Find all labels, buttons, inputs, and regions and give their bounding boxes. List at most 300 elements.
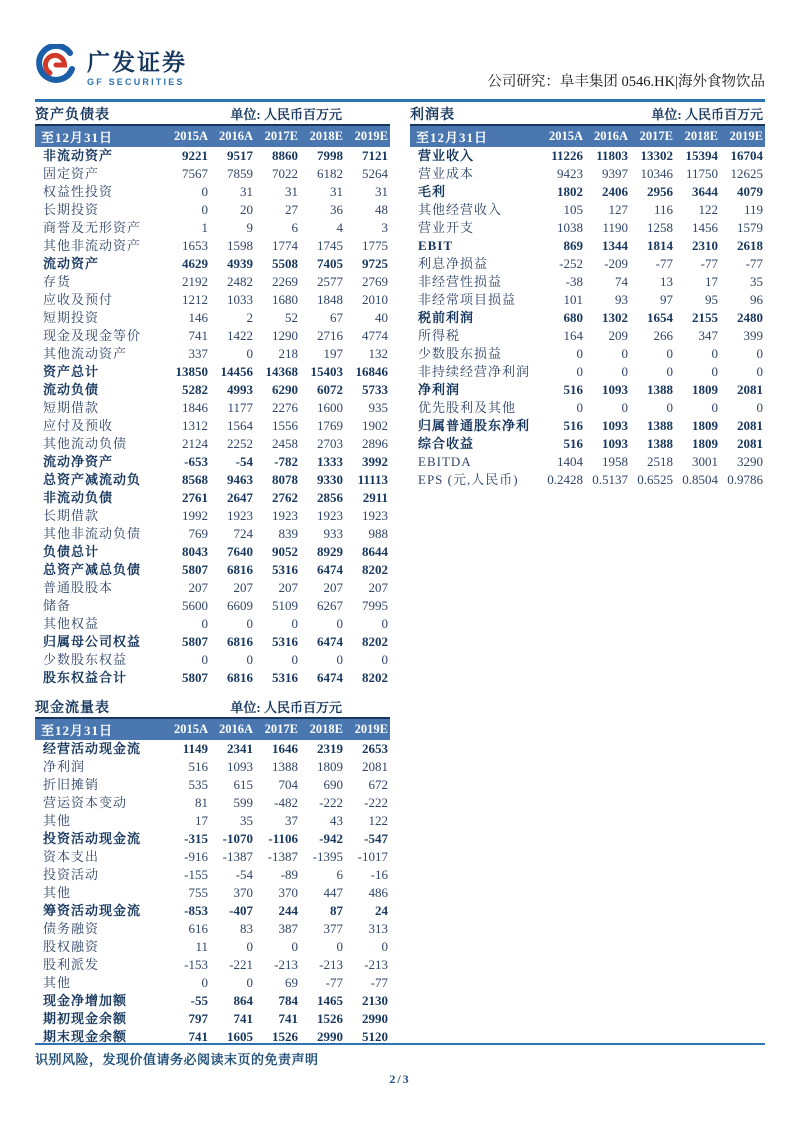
row-label: 营业成本 (418, 166, 475, 181)
page-number: 2/3 (389, 1072, 411, 1086)
cell-value: 6474 (317, 562, 343, 577)
cell-value: 81 (195, 795, 208, 810)
cell-value: 11113 (357, 472, 388, 487)
table-row (35, 758, 390, 776)
cell-value: 0 (576, 364, 583, 379)
cash-flow-title: 现金流量表 (35, 701, 110, 716)
cell-value: 535 (188, 777, 208, 792)
cell-value: 690 (323, 777, 343, 792)
table-row (35, 597, 390, 615)
cell-value: 4939 (227, 256, 253, 271)
row-label: 股利派发 (43, 957, 100, 972)
cell-value: 313 (368, 921, 388, 936)
cell-value: 207 (368, 580, 388, 595)
row-label: 储备 (43, 598, 72, 613)
cell-value: 1526 (317, 1011, 343, 1026)
row-label: 投资活动现金流 (43, 831, 142, 846)
cell-value: 1093 (602, 436, 628, 451)
table-row (35, 651, 390, 669)
cell-value: 1564 (227, 418, 253, 433)
table-row (35, 165, 390, 183)
cell-value: 20 (240, 202, 253, 217)
cell-value: 0 (711, 400, 718, 415)
brand-name-en: GF SECURITIES (87, 76, 185, 87)
cell-value: 1302 (602, 310, 628, 325)
cell-value: 13 (660, 274, 673, 289)
row-label: 固定资产 (43, 166, 100, 181)
row-label: 商誉及无形资产 (43, 220, 142, 235)
cell-value: 769 (188, 526, 208, 541)
cell-value: 1923 (272, 508, 298, 523)
cell-value: 784 (278, 993, 298, 1008)
table-row (35, 938, 390, 956)
balance-sheet-title-row (35, 106, 390, 124)
cell-value: 2762 (272, 490, 298, 505)
cell-value: 0 (381, 939, 388, 954)
table-row (35, 147, 390, 165)
cell-value: 9 (246, 220, 253, 235)
cell-value: 0 (246, 939, 253, 954)
cell-value: 1093 (227, 759, 253, 774)
cell-value: 0 (381, 616, 388, 631)
cell-value: 2252 (227, 436, 253, 451)
cell-value: 2458 (272, 436, 298, 451)
row-label: 负债总计 (43, 544, 100, 559)
cell-value: 0 (336, 939, 343, 954)
cell-value: -89 (280, 867, 298, 882)
cell-value: 0 (291, 939, 298, 954)
cell-value: -38 (565, 274, 583, 289)
table-row (410, 327, 765, 345)
cell-value: 2703 (317, 436, 343, 451)
logo-swirl-icon (35, 44, 79, 93)
cell-value: 2319 (317, 741, 343, 756)
cell-value: 1290 (272, 328, 298, 343)
cell-value: -1395 (312, 849, 343, 864)
cell-value: -77 (370, 975, 388, 990)
cell-value: 486 (368, 885, 388, 900)
cell-value: 0 (666, 346, 673, 361)
cell-value: 1556 (272, 418, 298, 433)
table-row (410, 471, 765, 489)
column-header-date: 至12月31日 (35, 125, 165, 147)
cell-value: 35 (240, 813, 253, 828)
table-row (410, 165, 765, 183)
cell-value: 1404 (557, 454, 583, 469)
cell-value: 3290 (737, 454, 763, 469)
cell-value: -315 (184, 831, 208, 846)
cell-value: 101 (563, 292, 583, 307)
cell-value: 93 (615, 292, 628, 307)
cell-value: 6816 (227, 670, 253, 685)
table-row (410, 183, 765, 201)
column-header-date: 至12月31日 (35, 718, 165, 740)
cell-value: 2716 (317, 328, 343, 343)
row-label: 其他流动负债 (43, 436, 128, 451)
cell-value: -77 (325, 975, 343, 990)
row-label: 非经营性损益 (418, 274, 503, 289)
cell-value: 5282 (182, 382, 208, 397)
cell-value: 0 (291, 616, 298, 631)
row-label: 短期投资 (43, 310, 100, 325)
cell-value: 15403 (310, 364, 343, 379)
row-label: 营运资本变动 (43, 795, 128, 810)
cell-value: 209 (608, 328, 628, 343)
row-label: 资产总计 (43, 364, 100, 379)
cell-value: 8860 (272, 148, 298, 163)
cell-value: -209 (604, 256, 628, 271)
balance-sheet-header-row (35, 125, 390, 147)
cell-value: 1923 (317, 508, 343, 523)
table-row (35, 812, 390, 830)
cell-value: 370 (233, 885, 253, 900)
table-row (35, 543, 390, 561)
cell-value: 680 (563, 310, 583, 325)
cell-value: 1526 (272, 1029, 298, 1044)
cell-value: 13850 (175, 364, 208, 379)
cell-value: 1802 (557, 184, 583, 199)
cell-value: 741 (233, 1011, 253, 1026)
cell-value: 7998 (317, 148, 343, 163)
cell-value: 864 (233, 993, 253, 1008)
table-row (35, 453, 390, 471)
row-label: 流动净资产 (43, 454, 114, 469)
table-row (410, 273, 765, 291)
row-label: 毛利 (418, 184, 447, 199)
cell-value: 2653 (362, 741, 388, 756)
cell-value: 6609 (227, 598, 253, 613)
table-row (35, 489, 390, 507)
cell-value: 67 (330, 310, 343, 325)
cell-value: 0 (336, 616, 343, 631)
cell-value: 43 (330, 813, 343, 828)
cell-value: 1605 (227, 1029, 253, 1044)
cell-value: 0 (576, 400, 583, 415)
row-label: EBIT (418, 238, 454, 253)
row-label: 少数股东权益 (43, 652, 128, 667)
table-row (35, 561, 390, 579)
cell-value: 207 (323, 580, 343, 595)
cell-value: 1902 (362, 418, 388, 433)
cell-value: 1600 (317, 400, 343, 415)
cell-value: 1038 (557, 220, 583, 235)
income-statement-title: 利润表 (410, 108, 455, 123)
cell-value: 0 (621, 346, 628, 361)
cell-value: 24 (375, 903, 388, 918)
cell-value: 2896 (362, 436, 388, 451)
cell-value: 599 (233, 795, 253, 810)
cell-value: 672 (368, 777, 388, 792)
column-header-year: 2018E (300, 718, 345, 740)
cell-value: 2518 (647, 454, 673, 469)
row-label: 优先股利及其他 (418, 400, 517, 415)
table-row (35, 1010, 390, 1028)
cell-value: -1387 (267, 849, 298, 864)
page-header (35, 44, 765, 102)
cell-value: 5109 (272, 598, 298, 613)
cell-value: 616 (188, 921, 208, 936)
cell-value: 4774 (362, 328, 388, 343)
cell-value: 5316 (272, 562, 298, 577)
cell-value: 1809 (692, 382, 718, 397)
cell-value: 2956 (647, 184, 673, 199)
cell-value: 0 (666, 364, 673, 379)
row-label: 利息净损益 (418, 256, 489, 271)
cell-value: 935 (368, 400, 388, 415)
table-row (35, 471, 390, 489)
row-label: 股权融资 (43, 939, 100, 954)
cell-value: 132 (368, 346, 388, 361)
table-row (35, 363, 390, 381)
cell-value: 11226 (551, 148, 583, 163)
cell-value: 3 (381, 220, 388, 235)
cell-value: 2647 (227, 490, 253, 505)
cell-value: 0.6525 (637, 472, 673, 487)
cell-value: 9221 (182, 148, 208, 163)
cash-flow-header-row (35, 718, 390, 740)
table-row (35, 902, 390, 920)
cell-value: 2081 (362, 759, 388, 774)
row-label: 其他权益 (43, 616, 100, 631)
row-label: 债务融资 (43, 921, 100, 936)
left-column (35, 106, 390, 1046)
cell-value: 6 (336, 867, 343, 882)
cell-value: 7567 (182, 166, 208, 181)
table-row (410, 345, 765, 363)
table-row (35, 848, 390, 866)
cell-value: 1388 (647, 418, 673, 433)
table-row (35, 327, 390, 345)
column-header-year: 2018E (300, 125, 345, 147)
income-statement-header-row (410, 125, 765, 147)
column-header-year: 2015A (165, 718, 210, 740)
row-label: 少数股东损益 (418, 346, 503, 361)
column-header-year: 2016A (210, 718, 255, 740)
table-row (410, 291, 765, 309)
gf-securities-logo (35, 44, 187, 93)
cell-value: 8202 (362, 670, 388, 685)
cell-value: 1033 (227, 292, 253, 307)
cell-value: 6474 (317, 634, 343, 649)
cell-value: 741 (278, 1011, 298, 1026)
cell-value: 1344 (602, 238, 628, 253)
cell-value: 10346 (640, 166, 673, 181)
row-label: 非流动资产 (43, 148, 114, 163)
row-label: 营业开支 (418, 220, 475, 235)
cell-value: -1106 (268, 831, 298, 846)
cell-value: 207 (188, 580, 208, 595)
brand-name-cn: 广发证券 (87, 48, 187, 75)
cell-value: 741 (188, 1029, 208, 1044)
cell-value: 2081 (737, 382, 763, 397)
cell-value: 4993 (227, 382, 253, 397)
table-row (35, 615, 390, 633)
cell-value: 1846 (182, 400, 208, 415)
cell-value: 2081 (737, 418, 763, 433)
cell-value: 11803 (596, 148, 628, 163)
table-row (35, 974, 390, 992)
row-label: 现金净增加额 (43, 993, 128, 1008)
row-label: 流动负债 (43, 382, 100, 397)
cell-value: 3644 (692, 184, 718, 199)
cell-value: 17 (705, 274, 718, 289)
cell-value: 12625 (730, 166, 763, 181)
row-label: 所得税 (418, 328, 461, 343)
cell-value: 2990 (317, 1029, 343, 1044)
cell-value: 2276 (272, 400, 298, 415)
cell-value: 0 (621, 364, 628, 379)
cell-value: 6182 (317, 166, 343, 181)
cell-value: 615 (233, 777, 253, 792)
cell-value: 1848 (317, 292, 343, 307)
cell-value: 2482 (227, 274, 253, 289)
cell-value: -222 (364, 795, 388, 810)
table-row (35, 507, 390, 525)
cell-value: 7859 (227, 166, 253, 181)
cell-value: 11750 (685, 166, 718, 181)
cell-value: 3992 (362, 454, 388, 469)
cell-value: 1958 (602, 454, 628, 469)
cell-value: 0 (291, 652, 298, 667)
page-footer (35, 1043, 765, 1087)
table-row (410, 435, 765, 453)
cell-value: 5600 (182, 598, 208, 613)
cell-value: 1190 (602, 220, 628, 235)
cell-value: 2990 (362, 1011, 388, 1026)
cell-value: 2856 (317, 490, 343, 505)
balance-sheet-unit: 单位: 人民币百万元 (230, 107, 342, 122)
cell-value: -942 (319, 831, 343, 846)
cell-value: 1388 (272, 759, 298, 774)
cell-value: -77 (655, 256, 673, 271)
cell-value: 6267 (317, 598, 343, 613)
column-header-year: 2018E (675, 125, 720, 147)
cell-value: 13302 (640, 148, 673, 163)
cell-value: 2480 (737, 310, 763, 325)
row-label: 非流动负债 (43, 490, 114, 505)
row-label: 非经常项目损益 (418, 292, 517, 307)
cell-value: 0 (621, 400, 628, 415)
table-row (35, 291, 390, 309)
column-header-year: 2017E (255, 125, 300, 147)
table-row (35, 381, 390, 399)
cell-value: 516 (563, 382, 583, 397)
row-label: EPS (元,人民币) (418, 472, 519, 487)
row-label: 其他非流动资产 (43, 238, 142, 253)
cell-value: 724 (233, 526, 253, 541)
report-category-label: 公司研究：阜丰集团 0546.HK|海外食物饮品 (487, 74, 765, 90)
cell-value: 14368 (265, 364, 298, 379)
cell-value: 741 (188, 328, 208, 343)
row-label: 总资产减流动负 (43, 472, 142, 487)
row-label: 其他 (43, 885, 72, 900)
cell-value: 399 (743, 328, 763, 343)
table-row (35, 633, 390, 651)
cell-value: 6816 (227, 634, 253, 649)
cell-value: 5807 (182, 634, 208, 649)
cell-value: 1775 (362, 238, 388, 253)
cell-value: 704 (278, 777, 298, 792)
cell-value: 2406 (602, 184, 628, 199)
cell-value: 8043 (182, 544, 208, 559)
cell-value: 2081 (737, 436, 763, 451)
cell-value: 7022 (272, 166, 298, 181)
cell-value: -77 (700, 256, 718, 271)
cell-value: 0 (666, 400, 673, 415)
cell-value: 9463 (227, 472, 253, 487)
cell-value: 6474 (317, 670, 343, 685)
cell-value: 31 (240, 184, 253, 199)
cell-value: -54 (235, 867, 253, 882)
cell-value: 2124 (182, 436, 208, 451)
row-label: 应付及预收 (43, 418, 114, 433)
row-label: 折旧摊销 (43, 777, 100, 792)
cell-value: 8568 (182, 472, 208, 487)
cell-value: 0 (246, 652, 253, 667)
cell-value: 48 (375, 202, 388, 217)
column-header-year: 2016A (210, 125, 255, 147)
row-label: 普通股股本 (43, 580, 114, 595)
row-label: 经营活动现金流 (43, 741, 142, 756)
cell-value: 839 (278, 526, 298, 541)
cell-value: 8644 (362, 544, 388, 559)
cell-value: 37 (285, 813, 298, 828)
cell-value: 218 (278, 346, 298, 361)
cell-value: 122 (698, 202, 718, 217)
cell-value: 5264 (362, 166, 388, 181)
cell-value: -213 (274, 957, 298, 972)
cell-value: 4079 (737, 184, 763, 199)
cell-value: 35 (750, 274, 763, 289)
table-row (410, 399, 765, 417)
cell-value: 7640 (227, 544, 253, 559)
cell-value: 2155 (692, 310, 718, 325)
cell-value: 96 (750, 292, 763, 307)
cell-value: 1769 (317, 418, 343, 433)
tables-area (35, 106, 765, 1046)
cash-flow-unit: 单位: 人民币百万元 (230, 700, 342, 715)
row-label: 资本支出 (43, 849, 100, 864)
row-label: 其他 (43, 813, 72, 828)
cell-value: 116 (653, 202, 673, 217)
row-label: 总资产减总负债 (43, 562, 142, 577)
cash-flow-title-row (35, 699, 390, 717)
cell-value: 7121 (362, 148, 388, 163)
cell-value: 2 (246, 310, 253, 325)
cell-value: 5316 (272, 634, 298, 649)
row-label: 其他经营收入 (418, 202, 503, 217)
cell-value: 31 (330, 184, 343, 199)
cell-value: 370 (278, 885, 298, 900)
cell-value: 5316 (272, 670, 298, 685)
cell-value: 244 (278, 903, 298, 918)
cell-value: 97 (660, 292, 673, 307)
cell-value: 164 (563, 328, 583, 343)
cell-value: 1809 (692, 418, 718, 433)
cell-value: 9330 (317, 472, 343, 487)
cell-value: 7995 (362, 598, 388, 613)
cell-value: 1456 (692, 220, 718, 235)
cell-value: 0.2428 (547, 472, 583, 487)
cell-value: -916 (184, 849, 208, 864)
cell-value: -407 (229, 903, 253, 918)
row-label: 流动资产 (43, 256, 100, 271)
cell-value: 1 (201, 220, 208, 235)
cell-value: 516 (563, 436, 583, 451)
cell-value: -1387 (222, 849, 253, 864)
table-row (35, 345, 390, 363)
cell-value: 11 (195, 939, 208, 954)
